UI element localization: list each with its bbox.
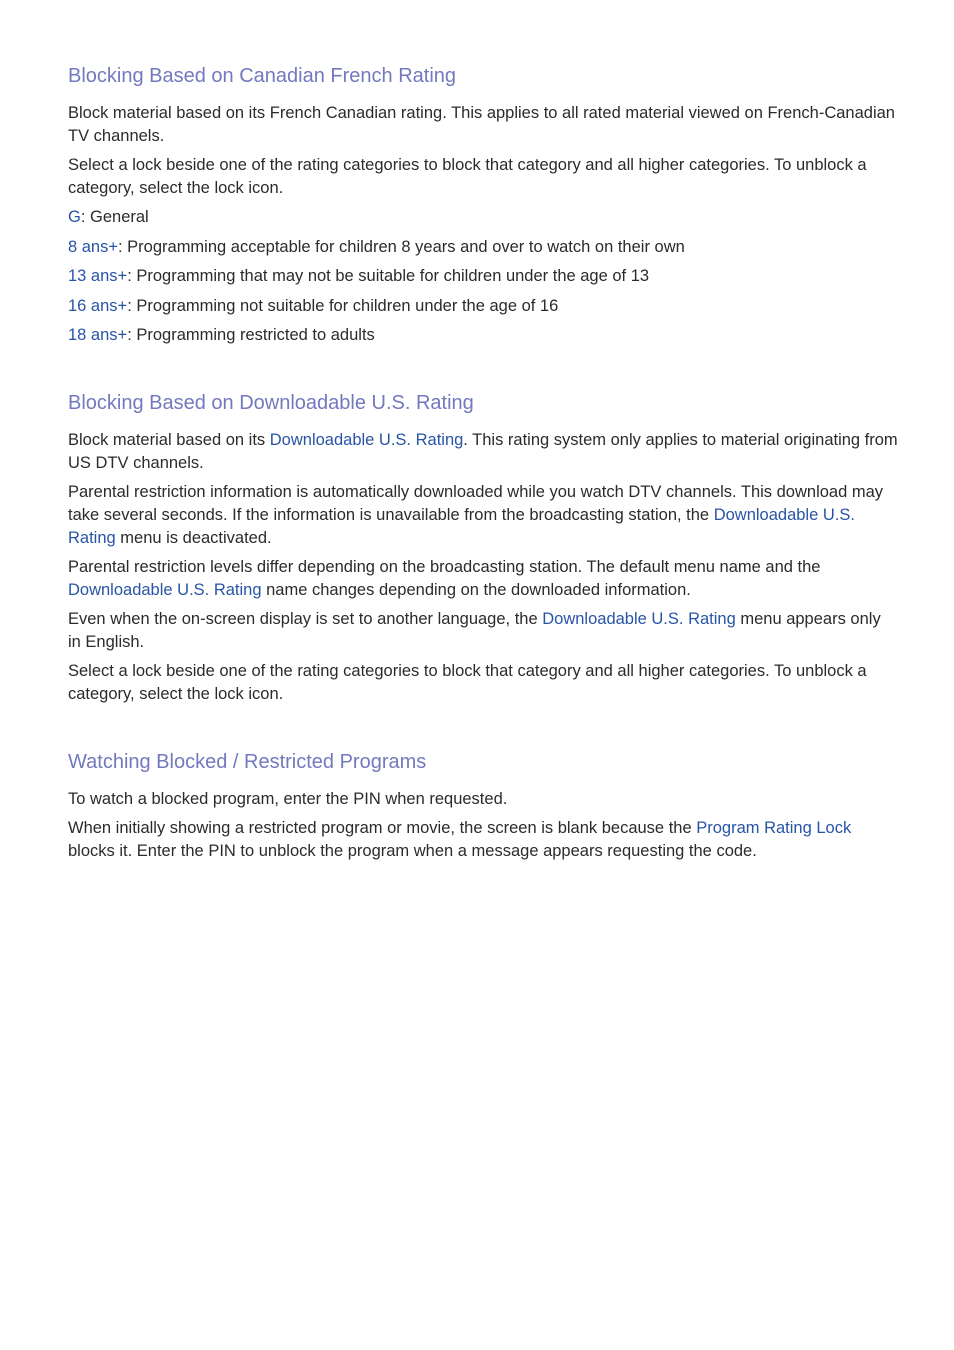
text-run: name changes depending on the downloaded information. [261,581,691,599]
menu-term-downloadable-us-rating: Downloadable U.S. Rating [269,431,464,449]
rating-description: : Programming that may not be suitable for children under the age of 13 [127,267,650,285]
text-run: Even when the on-screen display is set to another language, the [68,610,543,628]
section-heading: Watching Blocked / Restricted Programs [68,751,427,773]
rating-code: 13 ans+ [68,267,128,285]
rating-item [68,265,898,288]
rating-description: : Programming restricted to adults [127,326,375,344]
text-run: Parental restriction information is automatically downloaded while you watch DTV channels. This download may take several seconds. If the information is unavailable from the broadcasting station, the [68,483,884,524]
document-page [68,62,898,869]
paragraph: To watch a blocked program, enter the PIN when requested. [68,790,508,808]
rating-description: : Programming not suitable for children under the age of 16 [127,296,559,315]
section-heading: Blocking Based on Canadian French Rating [68,65,457,87]
paragraph: Select a lock beside one of the rating categories to block that category and all higher categories. To unblock a category, select the lock icon. [68,662,867,703]
section-watching-blocked-programs [68,748,898,863]
menu-term-downloadable-us-rating: Downloadable U.S. Rating [68,506,855,547]
rating-code: 16 ans+ [68,296,128,315]
paragraph [68,817,898,863]
text-run: menu is deactivated. [115,529,272,547]
rating-code: 18 ans+ [68,326,128,344]
rating-item [68,295,898,318]
section-canadian-french-rating [68,62,898,347]
rating-item [68,324,898,347]
rating-item [68,236,898,259]
section-heading: Blocking Based on Downloadable U.S. Rating [68,392,474,414]
rating-description: : General [80,208,149,226]
rating-item [68,206,898,229]
text-run: Block material based on its [68,431,270,449]
paragraph [68,556,898,602]
text-run: . This rating system only applies to material originating from US DTV channels. [68,431,898,472]
menu-term-downloadable-us-rating: Downloadable U.S. Rating [68,581,262,599]
paragraph: Block material based on its French Canadian rating. This applies to all rated material viewed on French-Canadian TV channels. [68,104,895,145]
text-run: blocks it. Enter the PIN to unblock the program when a message appears requesting the code. [68,842,757,860]
text-run: When initially showing a restricted program or movie, the screen is blank because the [68,819,697,837]
menu-term-downloadable-us-rating: Downloadable U.S. Rating [542,610,736,628]
rating-code: 8 ans+ [68,237,118,256]
section-downloadable-us-rating [68,389,898,706]
menu-term-program-rating-lock: Program Rating Lock [696,819,852,837]
text-run: Parental restriction levels differ depending on the broadcasting station. The default menu name and the [68,558,821,576]
paragraph: Select a lock beside one of the rating categories to block that category and all higher categories. To unblock a category, select the lock icon. [68,156,867,197]
rating-code: G [68,208,81,226]
rating-list [68,206,898,347]
paragraph [68,429,898,475]
paragraph [68,481,898,550]
text-run: menu appears only in English. [68,610,881,651]
paragraph [68,608,898,654]
rating-description: : Programming acceptable for children 8 years and over to watch on their own [118,237,685,256]
